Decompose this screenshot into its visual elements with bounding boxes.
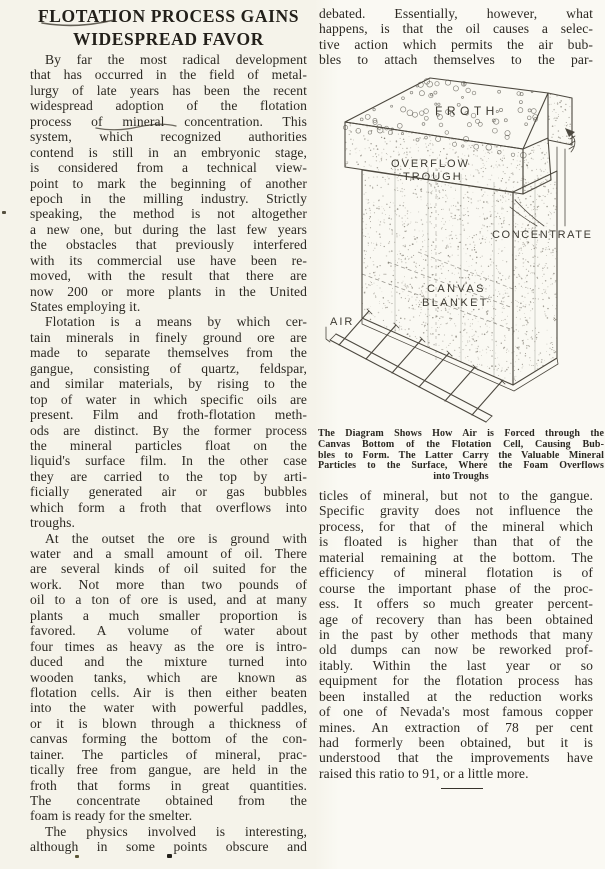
text-line: understood that the improvements have: [319, 750, 593, 766]
label-air: AIR: [330, 316, 355, 328]
text-line: favored. A volume of water about: [30, 623, 307, 639]
froth-bubbles: [343, 79, 537, 158]
text-line: top of water in which specific oils are: [30, 391, 307, 407]
text-line: bles to Form. The Latter Carry the Valuable Mineral: [318, 450, 604, 461]
paragraph-continuation: [319, 6, 593, 68]
text-line: the obstacles that previously interfered: [30, 237, 307, 253]
text-line: troughs.: [30, 515, 75, 531]
text-line: Canvas Bottom of the Flotation Cell, Causing Bub-: [318, 439, 604, 450]
text-line: mines. An extraction of 78 per cent: [319, 719, 593, 735]
text-line: the mineral particles float on the: [30, 437, 307, 453]
text-line: ods are distinct. By the former process: [30, 422, 307, 438]
text-line: flotation cells. Air is then either beaten: [30, 684, 307, 700]
text-line: By far the most radical development: [45, 52, 307, 67]
text-line: had formerly been obtained, but it is: [319, 735, 593, 750]
left-column: [30, 52, 307, 855]
text-line: age of recovery than has been obtained: [319, 611, 593, 627]
text-line: present. Film and froth-flotation meth-: [30, 407, 307, 423]
text-line: efficiency of mineral flotation is of: [319, 565, 593, 581]
text-line: tically free from gangue, are held in the: [30, 762, 307, 778]
paragraph: [30, 824, 307, 855]
label-canvas: CANVAS: [427, 283, 486, 295]
text-line: plants a much smaller proportion is: [30, 607, 307, 623]
text-line: foam is ready for the smelter.: [30, 808, 193, 824]
text-line: Specific gravity does not influence the: [319, 503, 593, 519]
paragraph: [30, 52, 307, 314]
text-line: of one of Nevada's most famous copper: [319, 704, 593, 720]
article-end-rule: [441, 788, 483, 789]
diagram-caption: [318, 429, 604, 483]
text-line: tainer. The particles of mineral, prac-: [30, 746, 307, 762]
text-line: process of mineral concentration. This: [30, 113, 307, 129]
text-line: work. Not more than two pounds of: [30, 576, 307, 592]
text-line: tain minerals in finely ground ore are: [30, 329, 307, 345]
text-line: duced and the mixture turned into: [30, 654, 307, 670]
paragraph: [30, 314, 307, 530]
label-froth: FROTH: [435, 104, 499, 118]
text-line: moved, with the result that there are: [30, 268, 307, 284]
text-line: course the important phase of the proc-: [319, 580, 593, 596]
text-line: are several kinds of oil suited for the: [30, 561, 307, 577]
text-line: debated. Essentially, however, what: [319, 6, 593, 21]
text-line: contend is still in an embryonic stage,: [30, 144, 307, 160]
text-line: that has occurred in the field of metal-: [30, 67, 307, 83]
text-line: now 200 or more plants in the United: [30, 283, 307, 299]
text-line: raised this ratio to 91, or a little more.: [319, 765, 529, 781]
air-pipe-frame: [330, 309, 505, 422]
text-line: wooden tanks, which are known as: [30, 669, 307, 685]
text-line: old dumps can now be reworked prof-: [319, 642, 593, 658]
label-overflow: OVERFLOW: [391, 158, 470, 170]
pencil-underline-headline: [39, 16, 117, 30]
text-line: The Diagram Shows How Air is Forced through the: [318, 429, 604, 439]
text-line: into Troughs: [433, 472, 489, 483]
text-line: or it is blown through a thickness of: [30, 715, 307, 731]
cell-front-face: [362, 170, 513, 385]
text-line: Flotation is a means by which cer-: [45, 314, 307, 330]
text-line: lurgy of late years has been the recent: [30, 82, 307, 98]
headline-line-1: FLOTATION PROCESS GAINS: [37, 6, 300, 26]
text-line: and similar materials, by rising to the: [30, 376, 307, 392]
text-line: they are carried to the top by arti-: [30, 468, 307, 484]
text-line: Particles to the Surface, Where the Foam Overflows: [318, 461, 604, 472]
text-line: with its commercial use have been re-: [30, 252, 307, 268]
text-line: into the water with powerful paddles,: [30, 700, 307, 716]
paragraph: [30, 531, 307, 824]
text-line: The physics involved is interesting,: [45, 823, 307, 839]
text-line: epoch in the milling industry. Strictly: [30, 190, 307, 206]
text-line: speaking, the method is not altogether: [30, 206, 307, 222]
paragraph-continuation: [319, 488, 593, 781]
scan-artifact: [167, 854, 172, 858]
text-line: water and a small amount of oil. There: [30, 546, 307, 561]
text-line: happens, is that the oil causes a selec-: [319, 21, 593, 37]
text-line: The concentrate obtained from the: [30, 793, 307, 808]
text-line: material remaining at the bottom. The: [319, 549, 593, 565]
text-line: ficially generated air or gas bubbles: [30, 484, 307, 500]
text-line: a new one, but during the last few years: [30, 221, 307, 237]
text-line: although in some points obscure and: [30, 839, 307, 855]
text-line: At the outset the ore is ground with: [45, 530, 307, 546]
text-line: is considered from a technical view-: [30, 160, 307, 176]
text-line: gangue, consisting of quartz, feldspar,: [30, 360, 307, 376]
text-line: liquid's surface film. In the other case: [30, 453, 307, 469]
text-line: system, which recognized authorities: [30, 129, 307, 145]
pencil-underline-mineral-concentration: [94, 121, 178, 133]
text-line: tive action which permits the air bub-: [319, 36, 593, 52]
flotation-cell-diagram: [318, 76, 605, 428]
text-line: in the past by other methods that many: [319, 626, 593, 642]
text-line: oil to a ton of ore is used, and at many: [30, 592, 307, 608]
text-line: four times as heavy as the ore is intro-: [30, 638, 307, 654]
text-line: point to mark the beginning of another: [30, 175, 307, 191]
air-pointer: [326, 327, 330, 342]
text-line: ticles of mineral, but not to the gangue.: [319, 488, 593, 503]
text-line: froth that forms in great quantities.: [30, 777, 307, 793]
headline-line-2: WIDESPREAD FAVOR: [73, 28, 264, 49]
text-line: itably. Within the last year or so: [319, 657, 593, 673]
text-line: widespread adoption of the flotation: [30, 98, 307, 114]
text-line: ess. It offers so much greater percent-: [319, 596, 593, 612]
text-line: States employing it.: [30, 299, 141, 314]
text-line: which form a froth that overflows into: [30, 499, 307, 515]
text-line: is floated is higher than that of the: [319, 534, 593, 550]
text-line: equipment for the flotation process has: [319, 673, 593, 689]
text-line: canvas forming the bottom of the con-: [30, 731, 307, 747]
label-trough: TROUGH: [403, 171, 463, 183]
text-line: been installed at the reduction works: [319, 688, 593, 704]
label-blanket: BLANKET: [422, 297, 489, 309]
text-line: process, for that of the mineral which: [319, 518, 593, 534]
label-concentrate: CONCENTRATE: [492, 229, 593, 241]
flotation-cell-drawing: [318, 76, 605, 428]
scan-artifact: [2, 211, 6, 214]
text-line: made to separate themselves from the: [30, 345, 307, 361]
text-line: bles to attach themselves to the par-: [319, 52, 593, 68]
scan-artifact: [75, 855, 79, 858]
